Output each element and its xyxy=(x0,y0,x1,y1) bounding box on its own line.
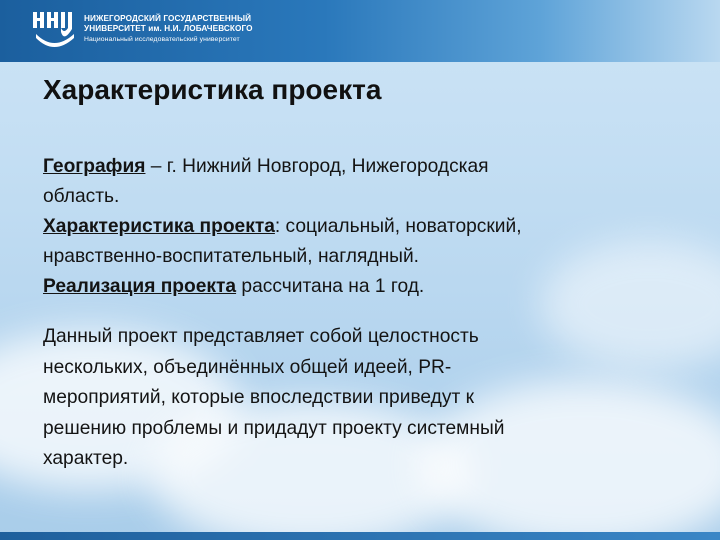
university-logo-icon xyxy=(30,8,78,54)
university-name xyxy=(84,14,253,44)
header-banner xyxy=(0,0,720,62)
university-name-line2: УНИВЕРСИТЕТ им. Н.И. ЛОБАЧЕВСКОГО xyxy=(84,24,253,33)
university-name-line1: НИЖЕГОРОДСКИЙ ГОСУДАРСТВЕННЫЙ xyxy=(84,14,252,23)
geography-text: – г. Нижний Новгород, Нижегородская xyxy=(145,156,489,177)
geography-paragraph xyxy=(43,152,683,212)
geography-text-cont: область. xyxy=(43,186,120,207)
characteristic-paragraph xyxy=(43,212,683,272)
description-line: мероприятий, которые впоследствии приведут к xyxy=(43,387,474,408)
realization-term: Реализация проекта xyxy=(43,276,237,297)
description-line: решению проблемы и придадут проекту системный xyxy=(43,417,505,439)
description-line: характер. xyxy=(43,448,129,469)
realization-text: рассчитана на 1 год. xyxy=(236,276,425,297)
geography-term: География xyxy=(43,156,146,177)
slide-title: Характеристика проекта xyxy=(43,74,382,105)
realization-paragraph xyxy=(43,272,683,302)
description-paragraph xyxy=(43,322,683,475)
characteristic-text: : социальный, новаторский, xyxy=(274,216,522,237)
description-line: нескольких, объединённых общей идеей, PR- xyxy=(43,356,452,378)
description-line: Данный проект представляет собой целостность xyxy=(43,326,479,347)
characteristic-term: Характеристика проекта xyxy=(43,216,275,237)
footer-bar xyxy=(0,532,720,540)
characteristic-text-cont: нравственно-воспитательный, наглядный. xyxy=(43,246,420,267)
university-subtitle: Национальный исследовательский университет xyxy=(84,36,240,43)
slide-body xyxy=(43,152,683,475)
